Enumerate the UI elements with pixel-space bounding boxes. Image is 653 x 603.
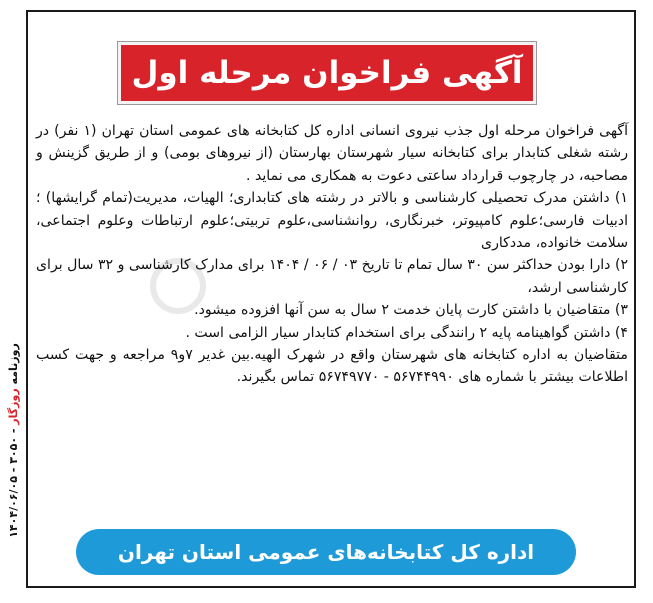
paper-prefix: روزنامه bbox=[6, 342, 20, 384]
title-banner bbox=[118, 42, 536, 104]
requirement-3: ۳) متقاضیان با داشتن کارت پایان خدمت ۲ سال به سن آنها افزوده میشود. bbox=[194, 302, 628, 319]
notice-body bbox=[36, 120, 628, 389]
footer-banner bbox=[76, 529, 576, 575]
requirement-2: ۲) دارا بودن حداکثر سن ۳۰ سال تمام تا تاریخ ۰۳ / ۰۶ / ۱۴۰۴ برای مدارک کارشناسی و ۳۲ سال برای کارشناسی ارشد، bbox=[36, 257, 629, 296]
notice-title: آگهی فراخوان مرحله اول bbox=[131, 55, 523, 91]
contact-paragraph: متقاضیان به اداره کتابخانه های شهرستان واقع در شهرک الهیه.بین غدیر ۷و۹ مراجعه و جهت کسب اطلاعات بیشتر با شماره های ۵۶۷۴۴۹۹۰ - ۵۶۷۴۹۷۷۰ تماس بگیرند. bbox=[36, 347, 628, 386]
paper-name: روزگار bbox=[6, 387, 20, 425]
requirement-4: ۴) داشتن گواهینامه پایه ۲ رانندگی برای استخدام کتابدار سیار الزامی است . bbox=[185, 324, 628, 341]
requirement-1: ۱) داشتن مدرک تحصیلی کارشناسی و بالاتر در رشته های کتابداری؛ الهیات، مدیریت(تمام گرایشها) ؛ ادبیات فارسی؛علوم کامپیوتر، خبرنگاری، روانشناسی،علوم تربیتی؛علوم ارتباطات وعلوم اجتماعی، سلامت خانواده، مددکاری bbox=[36, 190, 628, 252]
footer-organization: اداره کل کتابخانه‌های عمومی استان تهران bbox=[117, 540, 535, 564]
side-publication-label bbox=[2, 290, 24, 590]
issue-and-date: - ۳۰۵۰ - ۱۴۰۴/۰۶/۰۵ bbox=[6, 428, 20, 538]
intro-paragraph: آگهی فراخوان مرحله اول جذب نیروی انسانی اداره کل کتابخانه های عمومی استان تهران (۱ نفر) در رشته شغلی کتابدار برای کتابخانه سیار شهرستان بهارستان (از نیروهای بومی) و از طریق گزینش و مصاحبه، در چارچوب قرارداد ساعتی دعوت به همکاری می نماید . bbox=[36, 123, 628, 184]
publication-info bbox=[7, 343, 20, 538]
